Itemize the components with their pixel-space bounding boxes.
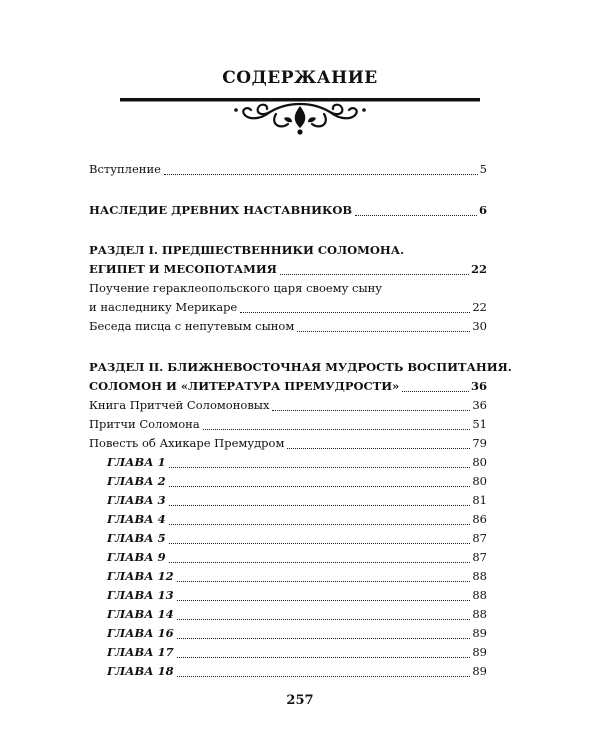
toc-chapter-page: 88 bbox=[472, 569, 487, 583]
dot-leader bbox=[177, 638, 471, 639]
toc-chapter-page: 89 bbox=[472, 626, 487, 640]
toc-entry-page: 22 bbox=[472, 300, 487, 314]
toc-entry-title: Беседа писца с непутевым сыном bbox=[89, 319, 295, 333]
dot-leader bbox=[169, 562, 471, 563]
toc-entry-title: Вступление bbox=[89, 162, 161, 176]
toc-entry-page: 36 bbox=[472, 398, 487, 412]
toc-chapter-page: 89 bbox=[472, 664, 487, 678]
dot-leader bbox=[272, 410, 470, 411]
toc-entry[interactable] bbox=[89, 259, 487, 279]
dot-leader bbox=[169, 543, 471, 544]
page-title: СОДЕРЖАНИЕ bbox=[222, 68, 378, 88]
toc-chapter-page: 81 bbox=[472, 493, 487, 507]
toc-chapter-label: ГЛАВА 14 bbox=[107, 607, 174, 621]
toc-entry-title: СОЛОМОН И «ЛИТЕРАТУРА ПРЕМУДРОСТИ» bbox=[89, 379, 400, 393]
dot-leader bbox=[287, 448, 470, 449]
toc-entry-page: 36 bbox=[470, 379, 487, 393]
toc-chapter-label: ГЛАВА 18 bbox=[107, 664, 174, 678]
page-number: 257 bbox=[286, 693, 314, 708]
dot-leader bbox=[355, 215, 477, 216]
toc-entry-title: ЕГИПЕТ И МЕСОПОТАМИЯ bbox=[89, 262, 277, 276]
toc-chapter-label: ГЛАВА 5 bbox=[107, 531, 166, 545]
dot-leader bbox=[177, 600, 471, 601]
toc-chapter-entry[interactable] bbox=[107, 604, 487, 624]
toc-chapter-page: 87 bbox=[472, 531, 487, 545]
toc-entry[interactable] bbox=[89, 376, 487, 396]
dot-leader bbox=[169, 486, 471, 487]
toc-entry-page: 51 bbox=[472, 417, 487, 431]
toc-entry[interactable] bbox=[89, 316, 487, 336]
toc-entry-page: 6 bbox=[478, 203, 487, 217]
toc-section-title-line1[interactable]: РАЗДЕЛ I. ПРЕДШЕСТВЕННИКИ СОЛОМОНА. bbox=[89, 243, 405, 257]
toc-chapter-entry[interactable] bbox=[107, 452, 487, 472]
toc-chapter-label: ГЛАВА 16 bbox=[107, 626, 174, 640]
toc-chapter-page: 89 bbox=[472, 645, 487, 659]
dot-leader bbox=[177, 619, 471, 620]
dot-leader bbox=[169, 467, 471, 468]
toc-entry-page: 79 bbox=[472, 436, 487, 450]
toc-entry-title: Книга Притчей Соломоновых bbox=[89, 398, 270, 412]
dot-leader bbox=[240, 312, 470, 313]
toc-entry-page: 30 bbox=[472, 319, 487, 333]
toc-chapter-entry[interactable] bbox=[107, 566, 487, 586]
toc-entry-page: 5 bbox=[479, 162, 487, 176]
toc-chapter-page: 80 bbox=[472, 474, 487, 488]
toc-chapter-page: 88 bbox=[472, 607, 487, 621]
toc-entry-title: Повесть об Ахикаре Премудром bbox=[89, 436, 285, 450]
toc-chapter-label: ГЛАВА 1 bbox=[107, 455, 166, 469]
toc-chapter-entry[interactable] bbox=[107, 490, 487, 510]
toc-entry[interactable] bbox=[89, 159, 487, 179]
dot-leader bbox=[177, 581, 471, 582]
toc-entry-page: 22 bbox=[470, 262, 487, 276]
toc-chapter-page: 80 bbox=[472, 455, 487, 469]
dot-leader bbox=[164, 174, 478, 175]
dot-leader bbox=[297, 331, 470, 332]
toc-chapter-page: 88 bbox=[472, 588, 487, 602]
toc-chapter-label: ГЛАВА 12 bbox=[107, 569, 174, 583]
decorative-rule-ornament-icon bbox=[120, 94, 480, 138]
dot-leader bbox=[177, 657, 471, 658]
toc-chapter-entry[interactable] bbox=[107, 661, 487, 681]
toc-entry[interactable] bbox=[89, 200, 487, 220]
dot-leader bbox=[169, 505, 471, 506]
dot-leader bbox=[280, 274, 469, 275]
dot-leader bbox=[177, 676, 471, 677]
toc-chapter-label: ГЛАВА 2 bbox=[107, 474, 166, 488]
toc-chapter-entry[interactable] bbox=[107, 585, 487, 605]
toc-entry-title: Притчи Соломона bbox=[89, 417, 200, 431]
toc-chapter-label: ГЛАВА 9 bbox=[107, 550, 166, 564]
toc-section-title-line1[interactable]: РАЗДЕЛ II. БЛИЖНЕВОСТОЧНАЯ МУДРОСТЬ ВОСПИТАНИЯ. bbox=[89, 360, 512, 374]
toc-chapter-entry[interactable] bbox=[107, 509, 487, 529]
dot-leader bbox=[203, 429, 471, 430]
toc-chapter-label: ГЛАВА 4 bbox=[107, 512, 166, 526]
toc-chapter-entry[interactable] bbox=[107, 547, 487, 567]
toc-entry-title: и наследнику Мерикаре bbox=[89, 300, 238, 314]
toc-entry[interactable] bbox=[89, 395, 487, 415]
toc-entry[interactable] bbox=[89, 414, 487, 434]
toc-chapter-entry[interactable] bbox=[107, 471, 487, 491]
dot-leader bbox=[169, 524, 471, 525]
toc-chapter-label: ГЛАВА 17 bbox=[107, 645, 174, 659]
toc-entry[interactable] bbox=[89, 433, 487, 453]
toc-chapter-page: 87 bbox=[472, 550, 487, 564]
toc-entry[interactable] bbox=[89, 297, 487, 317]
toc-chapter-page: 86 bbox=[472, 512, 487, 526]
toc-chapter-label: ГЛАВА 13 bbox=[107, 588, 174, 602]
toc-chapter-label: ГЛАВА 3 bbox=[107, 493, 166, 507]
dot-leader bbox=[402, 391, 469, 392]
toc-entry-title: НАСЛЕДИЕ ДРЕВНИХ НАСТАВНИКОВ bbox=[89, 203, 353, 217]
toc-chapter-entry[interactable] bbox=[107, 642, 487, 662]
toc-entry-title-line1[interactable]: Поучение гераклеопольского царя своему сыну bbox=[89, 281, 383, 295]
toc-chapter-entry[interactable] bbox=[107, 528, 487, 548]
toc-chapter-entry[interactable] bbox=[107, 623, 487, 643]
